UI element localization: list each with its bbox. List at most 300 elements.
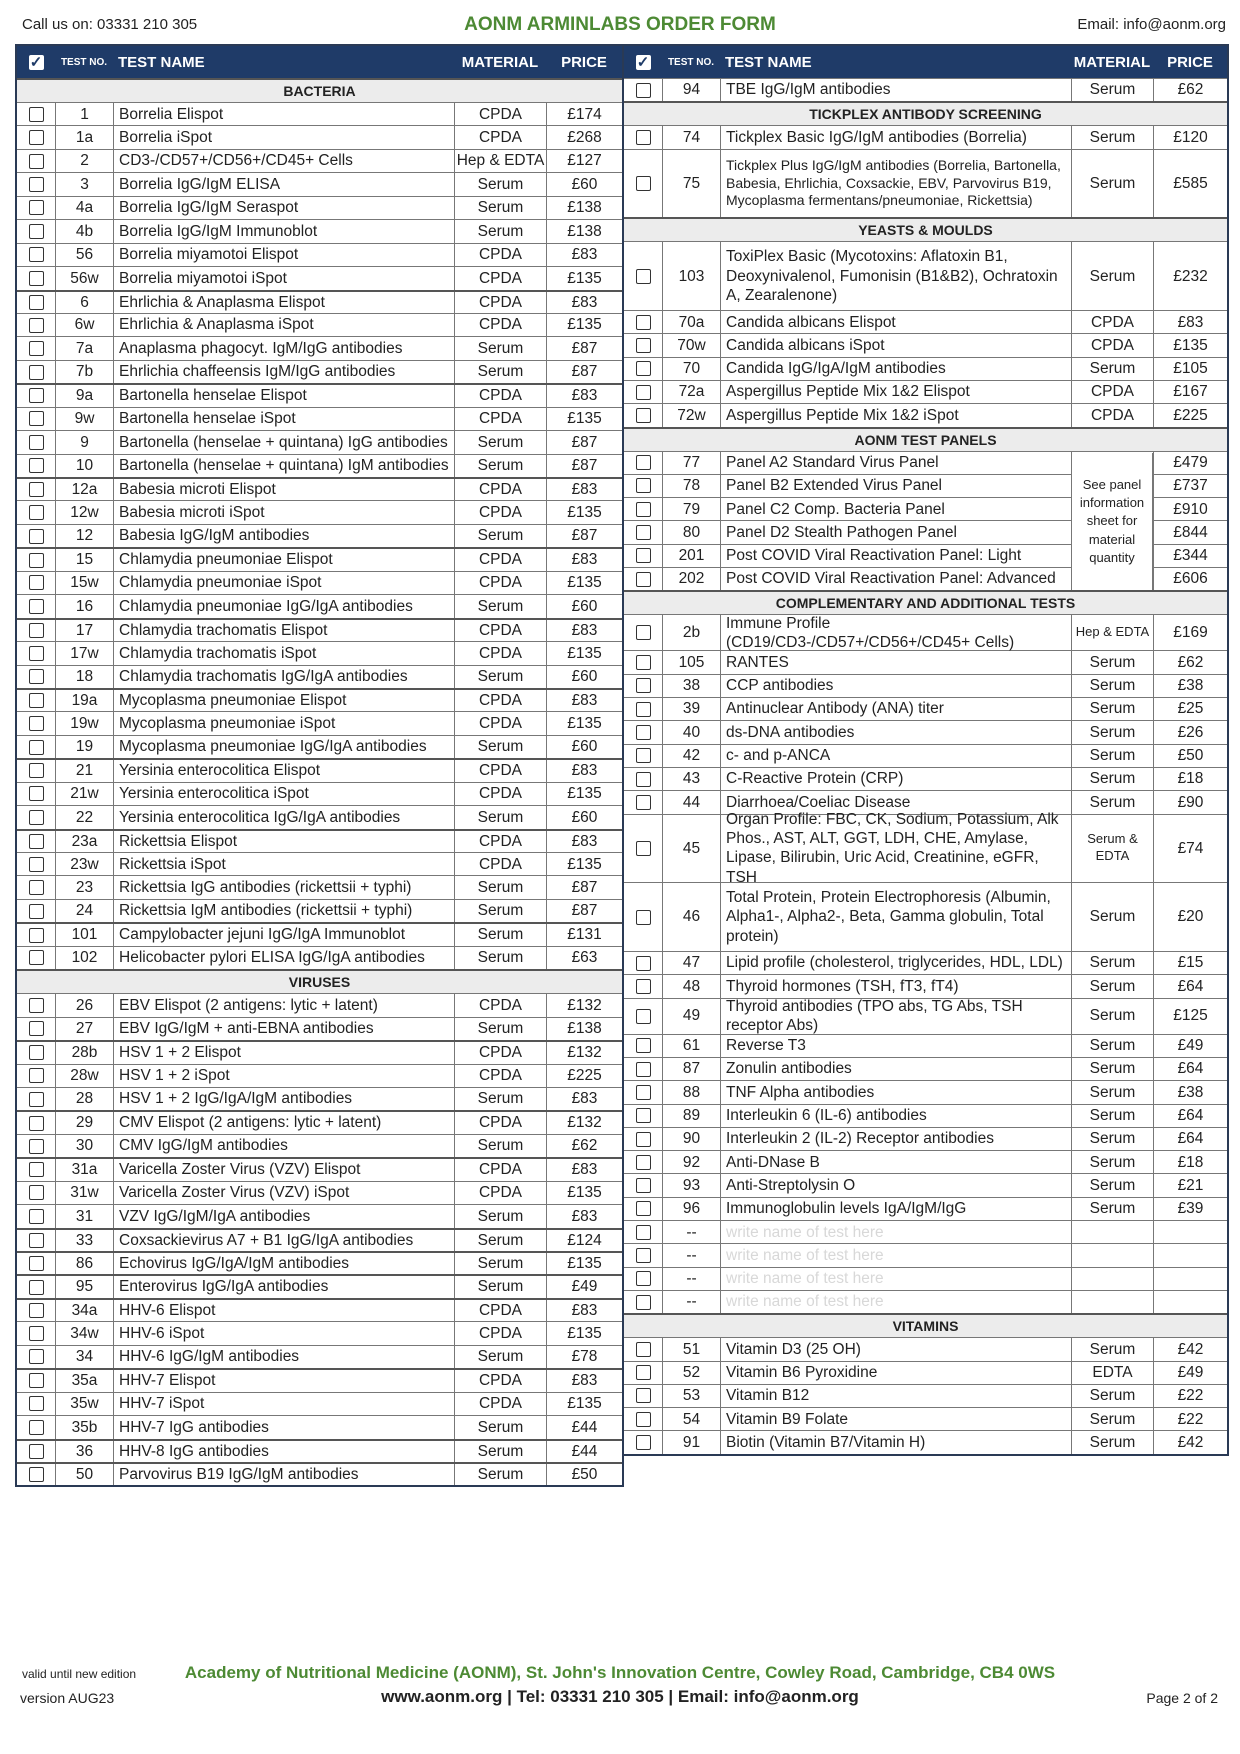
test-select-checkbox[interactable] (17, 876, 55, 898)
test-select-checkbox[interactable] (624, 815, 662, 883)
test-price: £44 (546, 1416, 622, 1438)
test-select-checkbox[interactable] (624, 1244, 662, 1266)
test-number: 72w (662, 404, 720, 426)
test-material: CPDA (454, 103, 546, 125)
test-select-checkbox[interactable] (17, 690, 55, 711)
test-select-checkbox[interactable] (624, 1058, 662, 1080)
test-select-checkbox[interactable] (17, 1416, 55, 1438)
checkbox-icon[interactable] (29, 716, 44, 731)
test-material: Serum (1071, 1174, 1153, 1196)
test-select-checkbox[interactable] (17, 337, 55, 359)
test-select-checkbox[interactable] (624, 768, 662, 790)
test-select-checkbox[interactable] (624, 952, 662, 974)
checkbox-icon[interactable] (29, 1162, 44, 1177)
test-select-checkbox[interactable] (17, 712, 55, 734)
checkbox-icon[interactable] (29, 1185, 44, 1200)
checkbox-icon[interactable] (29, 130, 44, 145)
test-select-checkbox[interactable] (17, 525, 55, 547)
test-select-checkbox[interactable] (624, 791, 662, 813)
checkbox-icon[interactable] (29, 1116, 44, 1131)
test-select-checkbox[interactable] (624, 1338, 662, 1360)
test-select-checkbox[interactable] (17, 1088, 55, 1110)
test-row (17, 594, 622, 617)
test-select-checkbox[interactable] (624, 1408, 662, 1430)
test-number: 95 (55, 1276, 113, 1297)
checkbox-icon[interactable] (636, 1178, 651, 1193)
test-row (17, 1228, 622, 1251)
test-price: £83 (546, 549, 622, 570)
test-price: £38 (1153, 1081, 1227, 1103)
test-name-placeholder[interactable]: write name of test here (720, 1244, 1071, 1266)
checkbox-icon[interactable] (29, 786, 44, 801)
checkbox-icon[interactable] (636, 725, 651, 740)
test-select-checkbox[interactable] (17, 173, 55, 195)
test-number: 4a (55, 197, 113, 219)
test-select-checkbox[interactable] (17, 806, 55, 828)
test-name: Biotin (Vitamin B7/Vitamin H) (720, 1431, 1071, 1453)
test-row (17, 1134, 622, 1157)
checkbox-icon[interactable] (636, 1155, 651, 1170)
checkbox-icon[interactable] (636, 269, 651, 284)
test-material: Serum (454, 947, 546, 969)
checkbox-icon[interactable] (636, 956, 651, 971)
test-select-checkbox[interactable] (17, 1276, 55, 1297)
test-select-checkbox[interactable] (624, 568, 662, 590)
test-price: £83 (546, 1205, 622, 1227)
test-select-checkbox[interactable] (17, 1018, 55, 1040)
checkbox-icon[interactable] (29, 1303, 44, 1318)
checkbox-icon[interactable] (29, 1209, 44, 1224)
checkbox-icon[interactable] (636, 1132, 651, 1147)
test-select-checkbox[interactable] (17, 620, 55, 641)
test-select-checkbox[interactable] (624, 745, 662, 767)
test-price: £135 (546, 783, 622, 805)
test-material: Serum (454, 924, 546, 945)
checkbox-icon[interactable] (636, 548, 651, 563)
checkbox-icon[interactable] (29, 1092, 44, 1107)
checkbox-icon[interactable] (636, 408, 651, 423)
test-row (17, 805, 622, 828)
checkbox-icon[interactable] (636, 572, 651, 587)
test-select-checkbox[interactable] (624, 975, 662, 997)
checkbox-icon[interactable] (636, 1038, 651, 1053)
test-select-checkbox[interactable] (17, 831, 55, 852)
checkbox-icon[interactable] (636, 1062, 651, 1077)
checkbox-icon[interactable] (29, 271, 44, 286)
checkbox-icon[interactable] (636, 1201, 651, 1216)
test-row (624, 614, 1227, 650)
test-select-checkbox[interactable] (17, 1253, 55, 1274)
checkbox-icon[interactable] (29, 880, 44, 895)
checkbox-icon[interactable] (29, 1373, 44, 1388)
checkbox-icon[interactable] (636, 478, 651, 493)
checkbox-icon[interactable] (29, 810, 44, 825)
test-price: £135 (546, 1182, 622, 1204)
test-select-checkbox[interactable] (17, 783, 55, 805)
checkbox-icon[interactable] (29, 435, 44, 450)
test-name: Campylobacter jejuni IgG/IgA Immunoblot (113, 924, 454, 945)
test-select-checkbox[interactable] (624, 334, 662, 356)
test-name: Thyroid antibodies (TPO abs, TG Abs, TSH receptor Abs) (720, 999, 1071, 1034)
col-material: MATERIAL (461, 53, 539, 71)
test-select-checkbox[interactable] (17, 549, 55, 570)
test-select-checkbox[interactable] (17, 455, 55, 477)
test-material: Serum (1071, 791, 1153, 813)
test-name-placeholder[interactable]: write name of test here (720, 1268, 1071, 1290)
test-select-checkbox[interactable] (17, 924, 55, 945)
test-select-checkbox[interactable] (624, 1268, 662, 1290)
test-material: Serum (1071, 242, 1153, 310)
checkbox-icon[interactable] (29, 904, 44, 919)
test-name: Chlamydia pneumoniae iSpot (113, 572, 454, 594)
test-select-checkbox[interactable] (624, 721, 662, 743)
checkbox-icon[interactable] (29, 1396, 44, 1411)
checkbox-icon[interactable] (29, 247, 44, 262)
checkbox-icon[interactable] (29, 1280, 44, 1295)
test-select-checkbox[interactable] (624, 1174, 662, 1196)
checkbox-icon[interactable] (29, 646, 44, 661)
test-material: Serum (454, 1253, 546, 1274)
footer-contact: www.aonm.org | Tel: 03331 210 305 | Email: info@aonm.org (381, 1687, 859, 1706)
checkbox-icon[interactable] (636, 910, 651, 925)
test-price: £60 (546, 173, 622, 195)
test-number: 23w (55, 853, 113, 875)
right-column-header (624, 46, 1227, 78)
checkbox-icon[interactable] (636, 1009, 651, 1024)
test-row (17, 1392, 622, 1415)
checkbox-icon[interactable] (636, 315, 651, 330)
test-price: £479 (1153, 452, 1227, 474)
checkbox-icon[interactable] (29, 928, 44, 943)
test-select-checkbox[interactable] (624, 79, 662, 101)
test-select-checkbox[interactable] (624, 1221, 662, 1243)
test-select-checkbox[interactable] (17, 1300, 55, 1321)
test-select-checkbox[interactable] (17, 1464, 55, 1485)
test-row (17, 524, 622, 547)
test-select-checkbox[interactable] (17, 642, 55, 664)
checkbox-icon[interactable] (29, 763, 44, 778)
checkbox-icon[interactable] (636, 979, 651, 994)
test-select-checkbox[interactable] (17, 1065, 55, 1087)
test-select-checkbox[interactable] (624, 404, 662, 426)
test-number: 45 (662, 815, 720, 883)
checkbox-icon[interactable] (29, 318, 44, 333)
checkbox-icon[interactable] (29, 1256, 44, 1271)
checkbox-icon[interactable] (636, 772, 651, 787)
test-row (17, 219, 622, 242)
checkbox-icon[interactable] (29, 388, 44, 403)
test-name: Bartonella henselae Elispot (113, 385, 454, 406)
test-price: £78 (546, 1346, 622, 1368)
test-number: 31a (55, 1159, 113, 1180)
checkbox-icon[interactable] (636, 1342, 651, 1357)
test-select-checkbox[interactable] (624, 381, 662, 403)
test-select-checkbox[interactable] (17, 1322, 55, 1344)
test-select-checkbox[interactable] (17, 126, 55, 148)
test-select-checkbox[interactable] (17, 853, 55, 875)
test-name: HHV-7 Elispot (113, 1370, 454, 1391)
test-number: 7a (55, 337, 113, 359)
test-select-checkbox[interactable] (17, 760, 55, 781)
header-phone: Call us on: 03331 210 305 (22, 16, 198, 33)
test-row (17, 1040, 622, 1063)
test-price: £64 (1153, 975, 1227, 997)
checkbox-icon[interactable] (29, 107, 44, 122)
test-select-checkbox[interactable] (17, 244, 55, 266)
test-select-checkbox[interactable] (17, 994, 55, 1016)
test-select-checkbox[interactable] (624, 126, 662, 148)
checkbox-icon[interactable] (636, 655, 651, 670)
test-number: 87 (662, 1058, 720, 1080)
test-name-placeholder[interactable]: write name of test here (720, 1291, 1071, 1313)
test-select-checkbox[interactable] (17, 501, 55, 523)
checkbox-icon[interactable] (29, 575, 44, 590)
test-material: CPDA (454, 853, 546, 875)
test-number: 88 (662, 1081, 720, 1103)
test-row (17, 430, 622, 453)
test-material: Serum (454, 220, 546, 242)
test-select-checkbox[interactable] (17, 479, 55, 500)
test-row (17, 313, 622, 336)
test-select-checkbox[interactable] (624, 999, 662, 1034)
checkbox-icon[interactable] (29, 950, 44, 965)
test-number: -- (662, 1291, 720, 1313)
test-select-checkbox[interactable] (17, 1370, 55, 1391)
test-price: £83 (546, 1088, 622, 1110)
checkbox-icon[interactable] (29, 1021, 44, 1036)
checkbox-icon[interactable] (636, 1248, 651, 1263)
test-price: £87 (546, 876, 622, 898)
blank-test-row (624, 1290, 1227, 1313)
checkbox-icon[interactable] (636, 361, 651, 376)
test-select-checkbox[interactable] (17, 314, 55, 336)
test-material: Serum (454, 431, 546, 453)
test-select-checkbox[interactable] (624, 1151, 662, 1173)
test-select-checkbox[interactable] (624, 1291, 662, 1313)
checkbox-icon[interactable] (29, 1444, 44, 1459)
checkbox-icon[interactable] (636, 83, 651, 98)
test-name: Vitamin B6 Pyroxidine (720, 1362, 1071, 1384)
test-material: Serum (454, 1346, 546, 1368)
test-select-checkbox[interactable] (17, 1042, 55, 1063)
test-row (17, 149, 622, 172)
checkbox-icon[interactable] (636, 1225, 651, 1240)
test-price: £135 (546, 712, 622, 734)
checkbox-icon[interactable] (29, 1233, 44, 1248)
test-number: 89 (662, 1105, 720, 1127)
test-number: 75 (662, 150, 720, 218)
test-select-checkbox[interactable] (624, 1431, 662, 1453)
checkbox-icon[interactable] (29, 599, 44, 614)
checkbox-icon[interactable] (29, 482, 44, 497)
checkbox-icon[interactable] (636, 176, 651, 191)
test-row (17, 1345, 622, 1368)
checkbox-icon[interactable] (636, 1108, 651, 1123)
test-select-checkbox[interactable] (624, 452, 662, 474)
test-material: Serum (454, 1230, 546, 1251)
checkbox-icon[interactable] (636, 625, 651, 640)
test-select-checkbox[interactable] (17, 1441, 55, 1462)
checkbox-icon[interactable] (636, 1085, 651, 1100)
checkbox-icon[interactable] (636, 455, 651, 470)
test-material: Serum (1071, 883, 1153, 951)
test-select-checkbox[interactable] (17, 431, 55, 453)
checkbox-icon[interactable] (636, 678, 651, 693)
test-select-checkbox[interactable] (624, 545, 662, 567)
section-header: BACTERIA (17, 78, 622, 102)
test-select-checkbox[interactable] (624, 1128, 662, 1150)
test-select-checkbox[interactable] (17, 572, 55, 594)
test-name-placeholder[interactable]: write name of test here (720, 1221, 1071, 1243)
checkbox-icon[interactable] (29, 669, 44, 684)
test-select-checkbox[interactable] (624, 698, 662, 720)
test-select-checkbox[interactable] (624, 311, 662, 333)
test-select-checkbox[interactable] (17, 1230, 55, 1251)
checkbox-icon[interactable] (29, 224, 44, 239)
test-select-checkbox[interactable] (17, 267, 55, 289)
test-select-checkbox[interactable] (624, 675, 662, 697)
test-select-checkbox[interactable] (17, 1205, 55, 1227)
test-material: CPDA (454, 1370, 546, 1391)
checkbox-icon[interactable] (29, 365, 44, 380)
test-select-checkbox[interactable] (624, 1035, 662, 1057)
checkbox-icon[interactable] (29, 740, 44, 755)
test-select-checkbox[interactable] (17, 947, 55, 969)
checkbox-icon[interactable] (29, 154, 44, 169)
checkbox-icon[interactable] (636, 502, 651, 517)
checkbox-icon[interactable] (636, 1412, 651, 1427)
checkbox-icon[interactable] (29, 1045, 44, 1060)
test-select-checkbox[interactable] (17, 103, 55, 125)
test-material: CPDA (454, 1322, 546, 1344)
test-select-checkbox[interactable] (624, 498, 662, 520)
test-select-checkbox[interactable] (624, 883, 662, 951)
checkbox-icon[interactable] (29, 998, 44, 1013)
test-select-checkbox[interactable] (17, 408, 55, 430)
checkbox-icon[interactable] (636, 748, 651, 763)
checkbox-icon[interactable] (29, 411, 44, 426)
test-select-checkbox[interactable] (17, 1182, 55, 1204)
checkbox-icon[interactable] (29, 1349, 44, 1364)
test-select-checkbox[interactable] (17, 220, 55, 242)
test-select-checkbox[interactable] (624, 651, 662, 673)
test-select-checkbox[interactable] (624, 521, 662, 543)
test-row (17, 336, 622, 359)
test-price: £120 (1153, 126, 1227, 148)
test-name: HHV-7 iSpot (113, 1393, 454, 1415)
checkbox-icon[interactable] (29, 857, 44, 872)
test-select-checkbox[interactable] (17, 1346, 55, 1368)
checkbox-icon[interactable] (29, 1420, 44, 1435)
test-select-checkbox[interactable] (624, 150, 662, 218)
test-select-checkbox[interactable] (624, 1198, 662, 1220)
checkbox-icon[interactable] (29, 834, 44, 849)
checkbox-icon[interactable] (636, 841, 651, 856)
checkbox-icon[interactable] (29, 341, 44, 356)
checkbox-icon[interactable] (636, 385, 651, 400)
test-select-checkbox[interactable] (624, 242, 662, 310)
checkbox-icon[interactable] (29, 200, 44, 215)
test-select-checkbox[interactable] (17, 1159, 55, 1180)
test-select-checkbox[interactable] (17, 197, 55, 219)
checkbox-icon[interactable] (29, 1326, 44, 1341)
test-name: Zonulin antibodies (720, 1058, 1071, 1080)
checkbox-icon[interactable] (636, 702, 651, 717)
checkbox-icon[interactable] (636, 130, 651, 145)
test-price: £169 (1153, 615, 1227, 650)
test-select-checkbox[interactable] (624, 1362, 662, 1384)
test-select-checkbox[interactable] (17, 385, 55, 406)
checkbox-icon[interactable] (29, 693, 44, 708)
test-number: 6w (55, 314, 113, 336)
test-material: CPDA (454, 1065, 546, 1087)
checkbox-icon[interactable] (636, 1388, 651, 1403)
checkbox-icon[interactable] (29, 177, 44, 192)
test-material: CPDA (454, 1393, 546, 1415)
test-number: 74 (662, 126, 720, 148)
checkbox-icon[interactable] (29, 1139, 44, 1154)
right-table-body (624, 78, 1227, 1454)
test-name: Panel A2 Standard Virus Panel (720, 452, 1071, 474)
test-select-checkbox[interactable] (17, 292, 55, 313)
checkbox-icon[interactable] (636, 795, 651, 810)
test-material: CPDA (454, 760, 546, 781)
checkbox-icon[interactable] (29, 458, 44, 473)
test-name: Post COVID Viral Reactivation Panel: Advanced (720, 568, 1071, 590)
checkbox-icon[interactable] (29, 529, 44, 544)
section-header: YEASTS & MOULDS (624, 217, 1227, 241)
test-material: Serum (454, 736, 546, 758)
test-select-checkbox[interactable] (17, 361, 55, 383)
right-test-table (622, 44, 1229, 1456)
test-select-checkbox[interactable] (624, 475, 662, 497)
checkbox-icon[interactable] (29, 623, 44, 638)
checkbox-icon[interactable] (29, 1068, 44, 1083)
section-header: AONM TEST PANELS (624, 427, 1227, 451)
checkbox-icon[interactable] (636, 338, 651, 353)
test-select-checkbox[interactable] (17, 900, 55, 922)
test-name: HSV 1 + 2 IgG/IgA/IgM antibodies (113, 1088, 454, 1110)
test-select-checkbox[interactable] (17, 666, 55, 688)
test-select-checkbox[interactable] (624, 1081, 662, 1103)
test-select-checkbox[interactable] (17, 595, 55, 617)
test-select-checkbox[interactable] (624, 615, 662, 650)
test-select-checkbox[interactable] (17, 1135, 55, 1157)
checkbox-icon[interactable] (29, 553, 44, 568)
checkbox-icon[interactable] (636, 525, 651, 540)
checkbox-icon[interactable] (636, 1295, 651, 1310)
test-row (17, 1439, 622, 1462)
test-material: CPDA (454, 267, 546, 289)
checkbox-icon[interactable] (29, 295, 44, 310)
test-select-checkbox[interactable] (624, 1385, 662, 1407)
test-row (624, 1361, 1227, 1384)
checkbox-icon[interactable] (29, 1467, 44, 1482)
checkbox-icon[interactable] (29, 505, 44, 520)
checkbox-icon[interactable] (636, 1271, 651, 1286)
test-row (17, 618, 622, 641)
test-material: CPDA (454, 712, 546, 734)
test-name: Ehrlichia chaffeensis IgM/IgG antibodies (113, 361, 454, 383)
test-select-checkbox[interactable] (624, 358, 662, 380)
test-select-checkbox[interactable] (17, 736, 55, 758)
test-select-checkbox[interactable] (17, 1112, 55, 1133)
checkbox-icon[interactable] (636, 1435, 651, 1450)
test-select-checkbox[interactable] (624, 1105, 662, 1127)
checkbox-icon[interactable] (636, 1365, 651, 1380)
test-select-checkbox[interactable] (17, 1393, 55, 1415)
test-select-checkbox[interactable] (17, 150, 55, 172)
